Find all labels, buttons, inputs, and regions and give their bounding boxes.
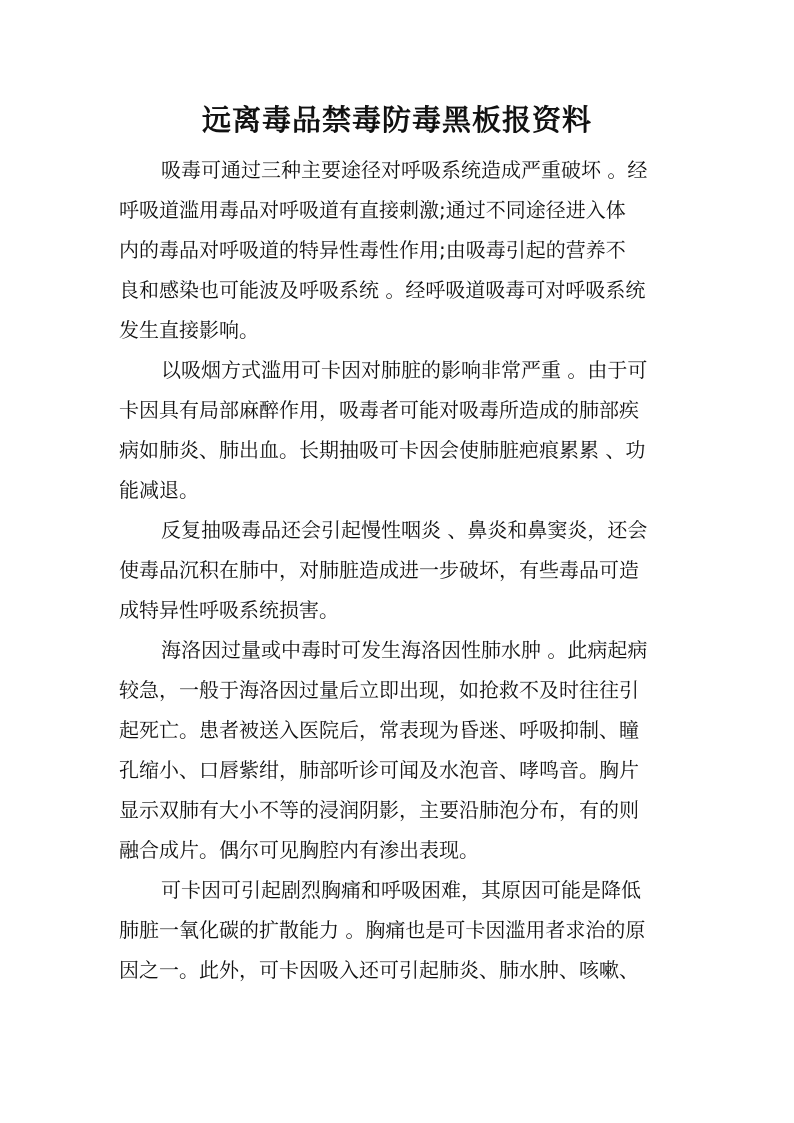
paragraph-line: 显示双肺有大小不等的浸润阴影，主要沿肺泡分布，有的则: [119, 798, 639, 822]
paragraph-line: 良和感染也可能波及呼吸系统 。经呼吸道吸毒可对呼吸系统: [119, 278, 646, 302]
paragraph-line: 孔缩小、口唇紫绀，肺部听诊可闻及水泡音、哮鸣音。胸片: [119, 758, 639, 782]
paragraph-line: 肺脏一氧化碳的扩散能力 。胸痛也是可卡因滥用者求治的原: [119, 918, 646, 942]
paragraph-line: 可卡因可引起剧烈胸痛和呼吸困难，其原因可能是降低: [161, 878, 641, 902]
paragraph-line: 能减退。: [119, 478, 199, 502]
document-body: [119, 150, 679, 990]
paragraph-line: 使毒品沉积在肺中，对肺脏造成进一步破坏，有些毒品可造: [119, 558, 639, 582]
paragraph-line: 因之一。此外，可卡因吸入还可引起肺炎、肺水肿、咳嗽、: [119, 958, 639, 982]
paragraph-line: 呼吸道滥用毒品对呼吸道有直接刺激;通过不同途径进入体: [119, 198, 626, 222]
paragraph-line: 较急，一般于海洛因过量后立即出现，如抢救不及时往往引: [119, 678, 639, 702]
paragraph-5: [119, 870, 679, 990]
paragraph-line: 吸毒可通过三种主要途径对呼吸系统造成严重破坏 。经: [161, 158, 648, 182]
paragraph-line: 病如肺炎、肺出血。长期抽吸可卡因会使肺脏疤痕累累 、功: [119, 438, 646, 462]
paragraph-4: [119, 630, 679, 870]
paragraph-line: 以吸烟方式滥用可卡因对肺脏的影响非常严重 。由于可: [161, 358, 648, 382]
paragraph-line: 海洛因过量或中毒时可发生海洛因性肺水肿 。此病起病: [161, 638, 648, 662]
paragraph-line: 卡因具有局部麻醉作用，吸毒者可能对吸毒所造成的肺部疾: [119, 398, 639, 422]
document-title: 远离毒品禁毒防毒黑板报资料: [201, 103, 592, 137]
paragraph-line: 发生直接影响。: [119, 318, 259, 342]
paragraph-line: 内的毒品对呼吸道的特异性毒性作用;由吸毒引起的营养不: [119, 238, 626, 262]
paragraph-3: [119, 510, 679, 630]
paragraph-line: 反复抽吸毒品还会引起慢性咽炎 、鼻炎和鼻窦炎，还会: [161, 518, 648, 542]
paragraph-2: [119, 350, 679, 510]
paragraph-1: [119, 150, 679, 350]
paragraph-line: 起死亡。患者被送入医院后，常表现为昏迷、呼吸抑制、瞳: [119, 718, 639, 742]
paragraph-line: 成特异性呼吸系统损害。: [119, 598, 339, 622]
paragraph-line: 融合成片。偶尔可见胸腔内有渗出表现。: [119, 838, 479, 862]
